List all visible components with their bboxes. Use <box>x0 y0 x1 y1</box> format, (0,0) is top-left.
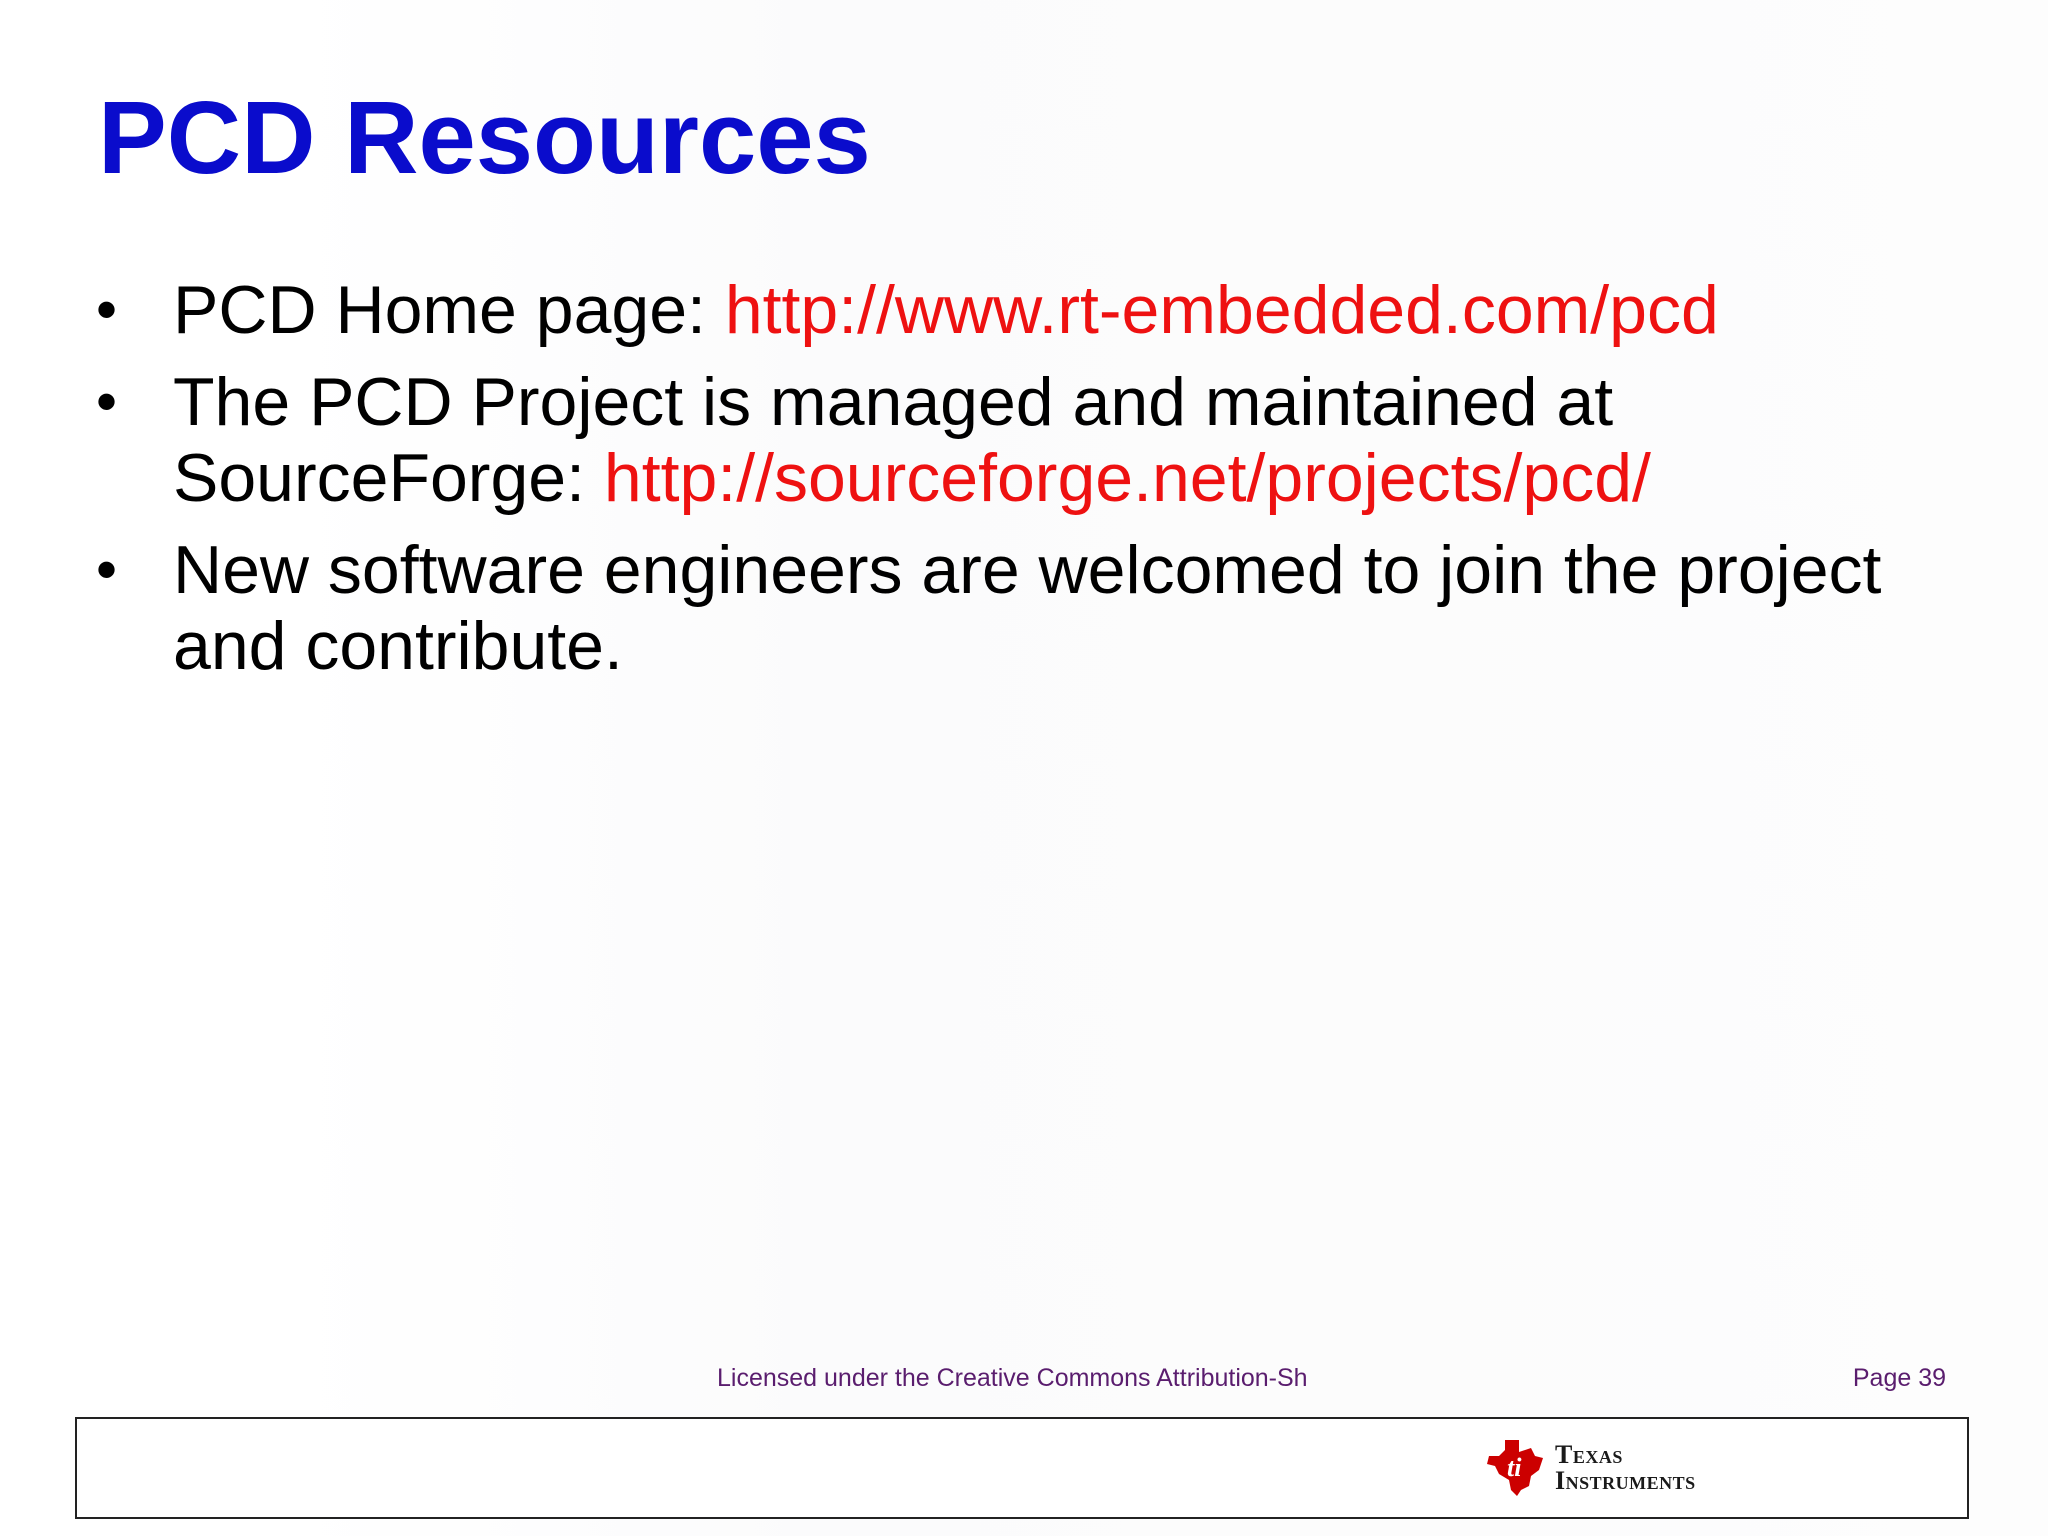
bullet-dot: • <box>96 276 118 343</box>
logo-word-instruments: Instruments <box>1555 1466 1696 1495</box>
logo-word-texas: Texas <box>1555 1440 1623 1469</box>
bullet-list <box>0 272 2048 700</box>
footer-license-text: Licensed under the Creative Commons Attribution-Sh <box>717 1364 1308 1392</box>
footer-page-number: Page 39 <box>1852 1364 1946 1392</box>
bullet-item-home-page <box>0 272 2048 348</box>
bullet-text: New software engineers are welcomed to join the project and contribute. <box>173 532 1882 684</box>
texas-instruments-logo-icon <box>1485 1438 1547 1498</box>
bullet-dot: • <box>96 368 118 435</box>
texas-instruments-logo <box>1485 1438 1696 1498</box>
bullet-text: PCD Home page: <box>173 272 725 348</box>
slide-title: PCD Resources <box>98 80 871 195</box>
bullet-item-join-project <box>0 532 2048 684</box>
sourceforge-link[interactable]: http://sourceforge.net/projects/pcd/ <box>603 440 1651 516</box>
bullet-text: The PCD Project is managed and maintained at SourceForge: <box>173 364 1614 516</box>
bullet-item-sourceforge <box>0 364 2048 516</box>
home-page-link[interactable]: http://www.rt-embedded.com/pcd <box>724 272 1719 348</box>
texas-instruments-wordmark <box>1555 1442 1696 1494</box>
svg-text:ti: ti <box>1507 1453 1522 1482</box>
bullet-dot: • <box>96 536 118 603</box>
